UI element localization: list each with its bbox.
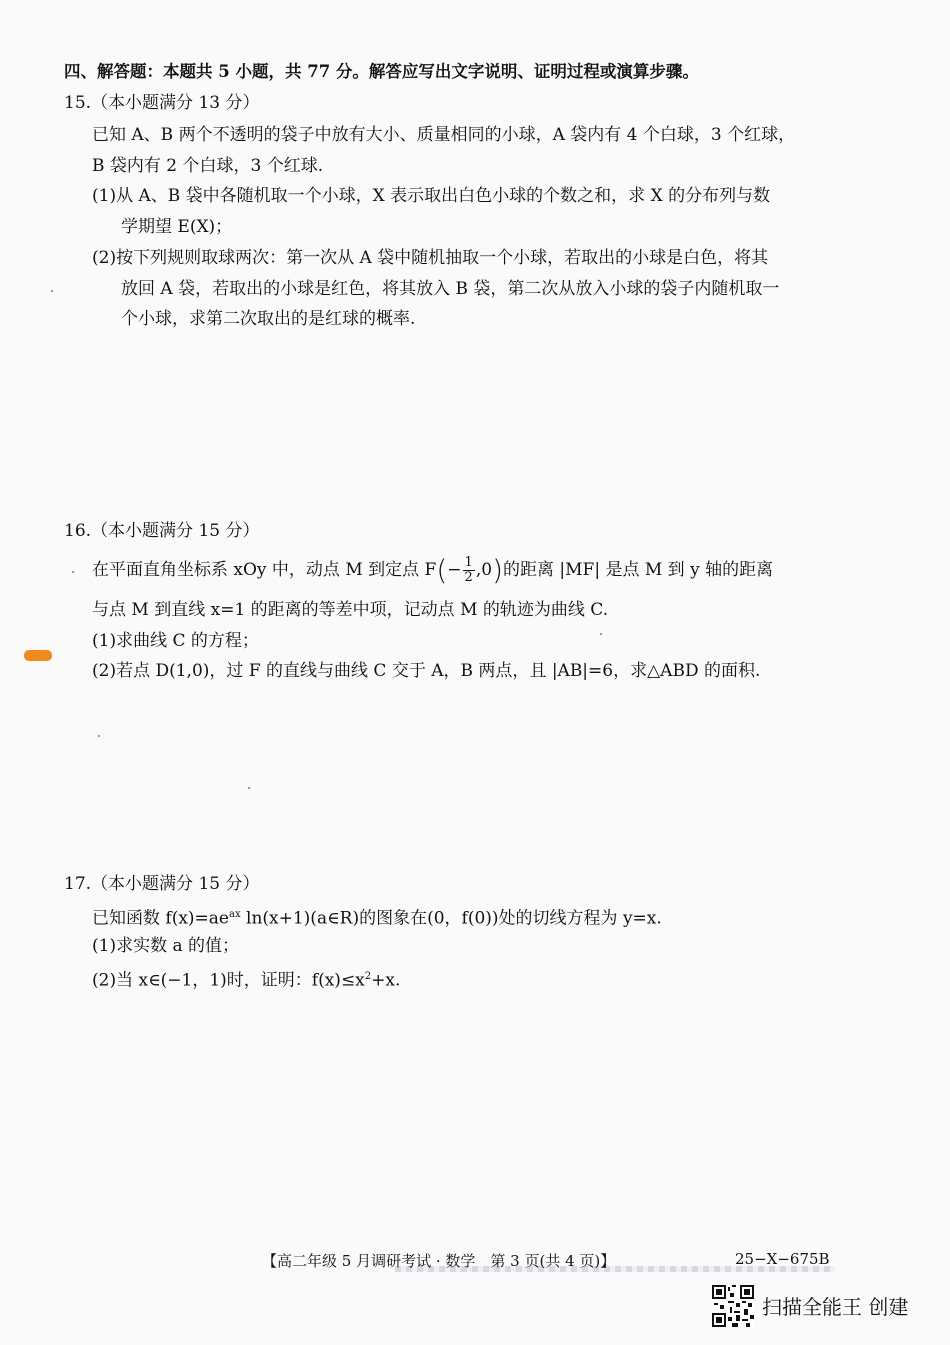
- q17-text-line1-a: 已知函数 f(x)=ae: [92, 908, 229, 929]
- footer-code: 25−X−675B: [735, 1250, 830, 1268]
- q15-heading: 15.（本小题满分 13 分）: [64, 93, 260, 113]
- q17-part1: (1)求实数 a 的值；: [92, 936, 240, 956]
- scan-speck: [98, 735, 100, 737]
- q16-frac-den: 2: [464, 570, 473, 585]
- q17-part2-exponent: 2: [364, 971, 372, 982]
- footer-page-info: 【高二年级 5 月调研考试 · 数学 第 3 页(共 4 页)】: [262, 1252, 616, 1270]
- q15-part2-line3: 个小球，求第二次取出的是红球的概率.: [121, 309, 416, 329]
- scan-speck: [600, 633, 602, 635]
- q15-part1-line1: (1)从 A、B 袋中各随机取一个小球，X 表示取出白色小球的个数之和，求 X 的分布列与数: [92, 186, 771, 206]
- q17-text-line1-b: ln(x+1)(a∈R)的图象在(0，f(0))处的切线方程为 y=x.: [240, 908, 662, 929]
- q16-frac-num: 1: [464, 555, 473, 570]
- q17-part2-b: +x.: [371, 970, 401, 991]
- q15-part1-line2: 学期望 E(X)；: [121, 217, 233, 237]
- scan-speck: [72, 571, 74, 573]
- q16-part1: (1)求曲线 C 的方程；: [92, 631, 259, 651]
- q15-text-line2: B 袋内有 2 个白球，3 个红球.: [92, 156, 324, 176]
- scan-speck: [248, 787, 250, 789]
- q17-part2: [92, 965, 400, 993]
- q16-part2: (2)若点 D(1,0)，过 F 的直线与曲线 C 交于 A，B 两点，且 |AB|=6，求△ABD 的面积.: [92, 661, 761, 681]
- q16-heading: 16.（本小题满分 15 分）: [64, 521, 260, 541]
- q16-fraction: [463, 556, 475, 585]
- q17-heading: 17.（本小题满分 15 分）: [64, 874, 260, 894]
- scan-speck: [51, 290, 53, 292]
- orange-highlight-marker: [24, 650, 52, 661]
- q16-text-line1: 在平面直角坐标系 xOy 中，动点 M 到定点 F(− $\frac{1}{2}$ ,0)的距离 |MF| 是点 M 到 y 轴的距离: [92, 553, 774, 587]
- q16-text-line2: 与点 M 到直线 x=1 的距离的等差中项，记动点 M 的轨迹为曲线 C.: [92, 600, 609, 620]
- q15-text-line1: 已知 A、B 两个不透明的袋子中放有大小、质量相同的小球，A 袋内有 4 个白球，3 个红球，: [92, 125, 796, 145]
- scanner-watermark-text: 扫描全能王 创建: [762, 1295, 909, 1319]
- q16-text-line1-a: 在平面直角坐标系 xOy 中，动点 M 到定点 F: [92, 560, 437, 580]
- q17-text-line1: [92, 903, 662, 931]
- q15-part2-line2: 放回 A 袋，若取出的小球是红色，将其放入 B 袋，第二次从放入小球的袋子内随机取一: [121, 279, 780, 299]
- q17-exponent: ax: [229, 909, 241, 920]
- q16-text-line1-b: 的距离 |MF| 是点 M 到 y 轴的距离: [503, 560, 774, 580]
- q15-part2-line1: (2)按下列规则取球两次：第一次从 A 袋中随机抽取一个小球，若取出的小球是白色，将其: [92, 248, 769, 268]
- section-header: 四、解答题：本题共 5 小题，共 77 分。解答应写出文字说明、证明过程或演算步骤。: [64, 62, 699, 81]
- qr-code-icon: [712, 1285, 754, 1327]
- q17-part2-a: (2)当 x∈(−1，1)时，证明：f(x)≤x: [92, 970, 365, 991]
- q16-frac-tail: ,0: [475, 560, 493, 580]
- q16-frac-minus: −: [447, 560, 462, 580]
